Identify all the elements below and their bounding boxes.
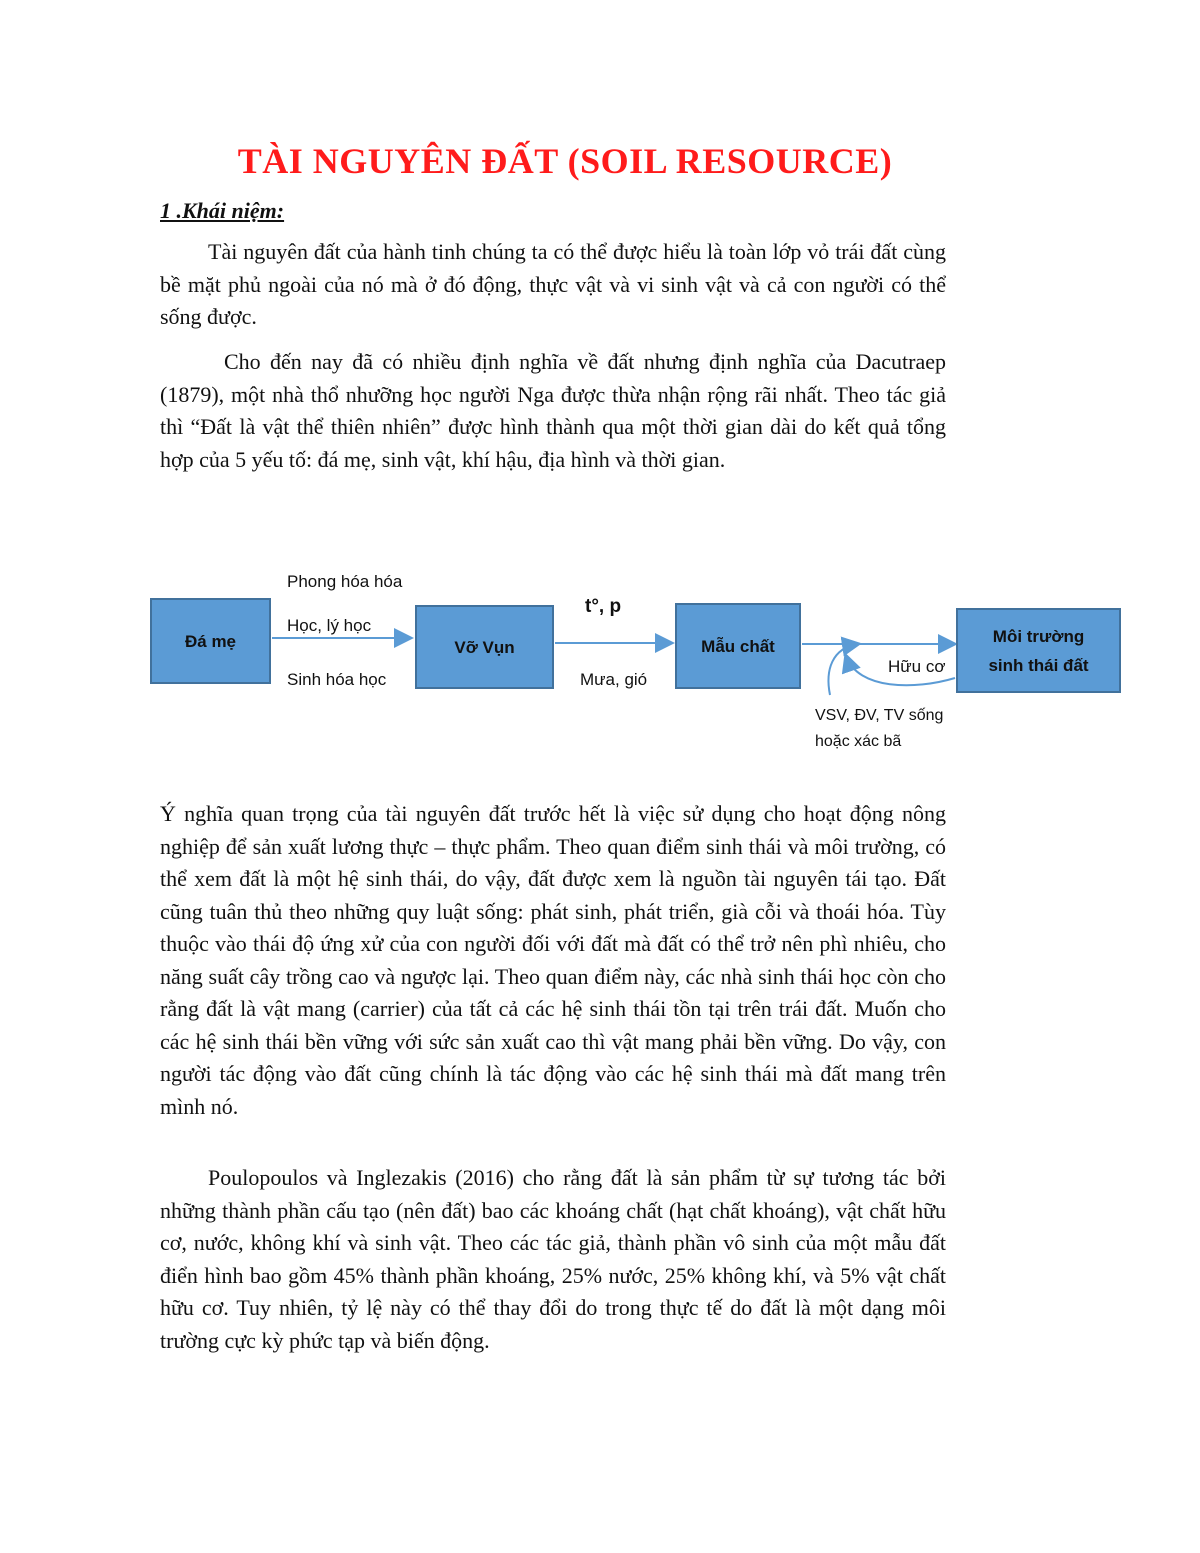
section-heading: 1 .Khái niệm: xyxy=(160,198,285,223)
box-parent-rock-label: Đá mẹ xyxy=(184,631,237,651)
box-fragments xyxy=(415,605,554,689)
box-soil-environment-line2: sinh thái đất xyxy=(988,655,1089,675)
label-organisms-1: VSV, ĐV, TV sống xyxy=(815,707,944,724)
box-parent-material xyxy=(675,603,801,689)
label-rain-wind: Mưa, gió xyxy=(580,670,648,689)
label-weathering-2: Học, lý học xyxy=(287,616,372,635)
box-fragments-label: Vỡ Vụn xyxy=(454,637,515,657)
label-organisms-2: hoặc xác bã xyxy=(815,733,902,750)
paragraph-composition: Poulopoulos và Inglezakis (2016) cho rằng đất là sản phẩm từ sự tương tác bởi những thành phần cấu tạo (nên đất) bao các khoáng chất (hạt chất khoáng), vật chất hữu cơ, nước, không khí và sinh vật. Theo các tác giả, thành phần vô sinh của một mẫu đất điển hình bao gồm 45% thành phần khoáng, 25% nước, 25% không khí, và 5% vật chất hữu cơ. Tuy nhiên, tỷ lệ này có thể thay đổi do trong thực tế do đất là một dạng môi trường cực kỳ phức tạp và biến động. xyxy=(160,1165,946,1353)
paragraph-significance: Ý nghĩa quan trọng của tài nguyên đất trước hết là việc sử dụng cho hoạt động nông nghiệp để sản xuất lương thực – thực phẩm. Theo quan điểm sinh thái và môi trường, có thể xem đất là một hệ sinh thái, do vậy, đất được xem là nguồn tài nguyên tái tạo. Đất cũng tuân thủ theo những quy luật sống: phát sinh, phát triển, già cỗi và thoái hóa. Tùy thuộc vào thái độ ứng xử của con người đối với đất mà đất có thể trở nên phì nhiêu, cho năng suất cây trồng cao và ngược lại. Theo quan điểm này, các nhà sinh thái học còn cho rằng đất là vật mang (carrier) của tất cả các hệ sinh thái tồn tại trên trái đất. Muốn cho các hệ sinh thái bền vững với sức sản xuất cao thì vật mang phải bền vững. Do vậy, con người tác động vào đất cũng chính là tác động vào các hệ sinh thái mà đất mang trên mình nó. xyxy=(160,801,946,1119)
soil-formation-diagram xyxy=(0,560,1200,780)
paragraph-definition: Tài nguyên đất của hành tinh chúng ta có thể được hiểu là toàn lớp vỏ trái đất cùng bề mặt phủ ngoài của nó mà ở đó động, thực vật và vi sinh vật và cả con người có thể sống được. xyxy=(160,239,946,329)
page-title: TÀI NGUYÊN ĐẤT (SOIL RESOURCE) xyxy=(237,141,893,181)
paragraph-dacutraep: Cho đến nay đã có nhiều định nghĩa về đất nhưng định nghĩa của Dacutraep (1879), một nhà thổ nhưỡng học người Nga được thừa nhận rộng rãi nhất. Theo tác giả thì “Đất là vật thể thiên nhiên” được hình thành qua một thời gian dài do kết quả tổng hợp của 5 yếu tố: đá mẹ, sinh vật, khí hậu, địa hình và thời gian. xyxy=(160,349,946,472)
label-weathering-1: Phong hóa hóa xyxy=(287,572,403,591)
box-soil-environment xyxy=(956,608,1121,693)
label-organic: Hữu cơ xyxy=(888,657,946,676)
box-parent-rock xyxy=(150,598,271,684)
box-parent-material-label: Mẫu chất xyxy=(701,636,775,656)
label-weathering-3: Sinh hóa học xyxy=(287,670,387,689)
label-temperature-pressure: t°, p xyxy=(585,596,622,617)
box-soil-environment-line1: Môi trường xyxy=(992,626,1085,646)
